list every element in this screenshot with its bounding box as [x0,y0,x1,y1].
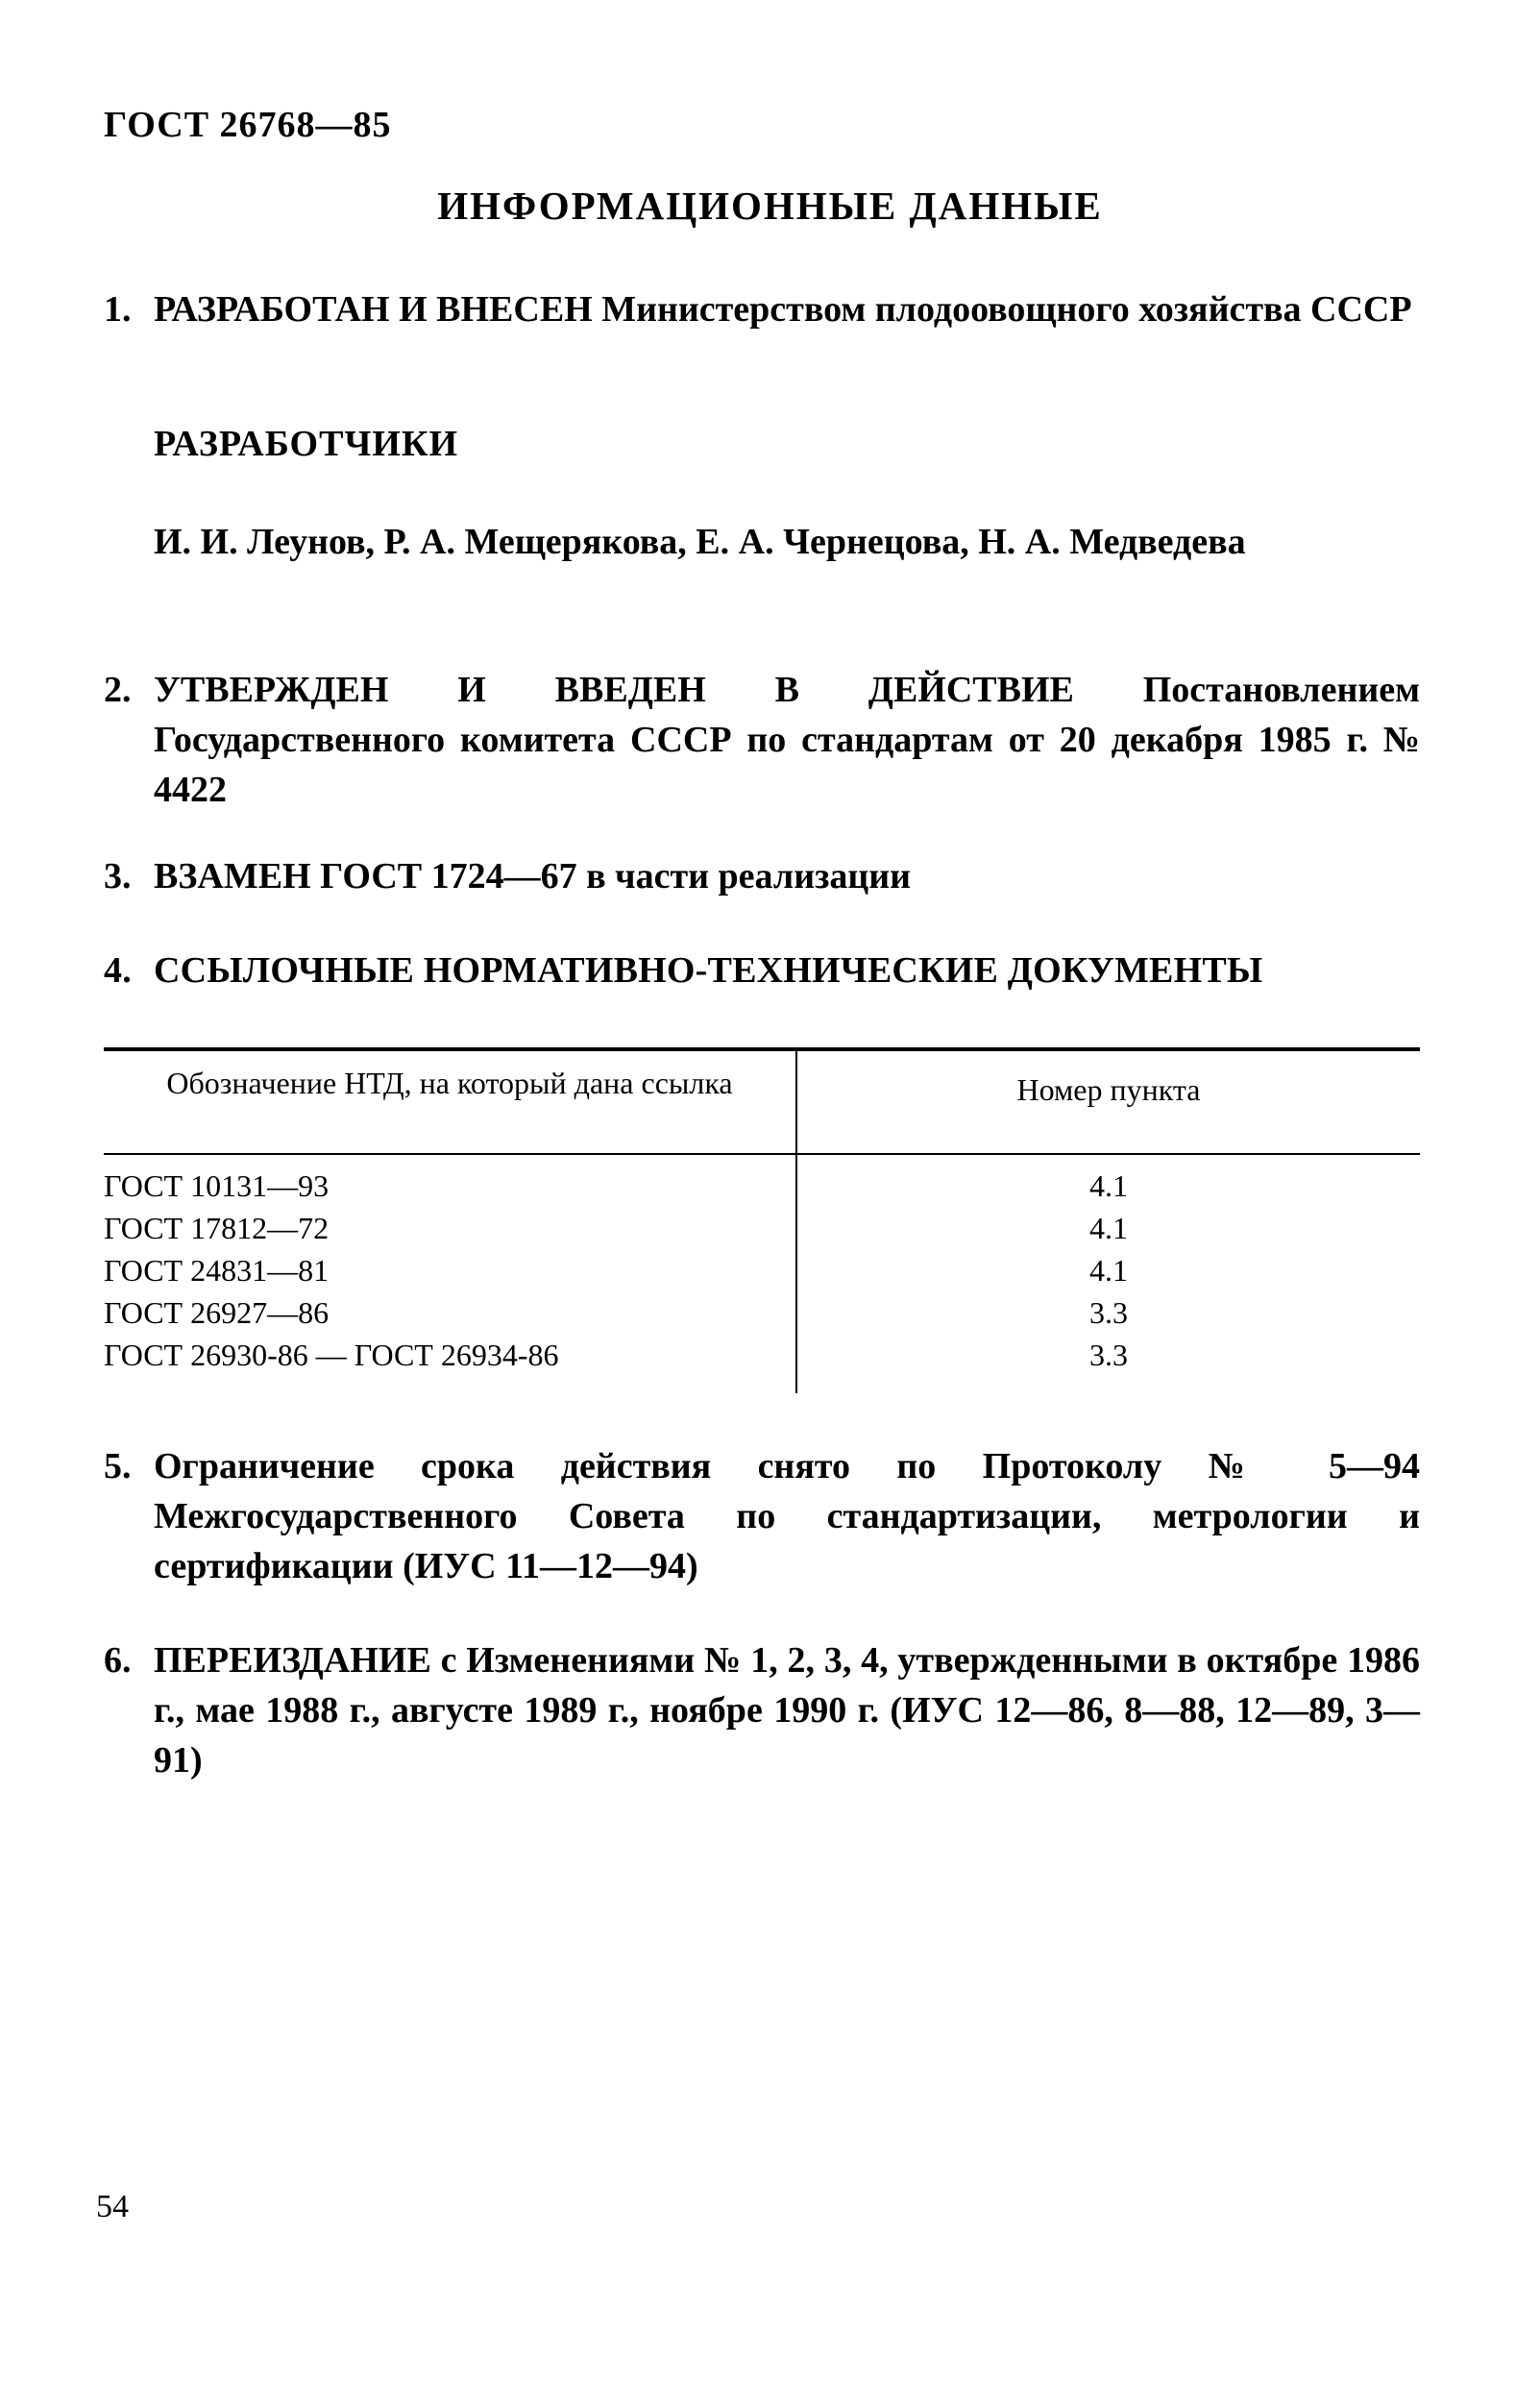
table-cell-doc: ГОСТ 26930-86 — ГОСТ 26934-86 [104,1338,559,1372]
item-number: 3. [104,856,132,896]
section-title: ИНФОРМАЦИОННЫЕ ДАННЫЕ [437,184,1103,228]
table-header-designation: Обозначение НТД, на который дана ссылка [166,1066,733,1100]
table-cell-doc: ГОСТ 24831—81 [104,1253,330,1288]
table-cell-doc: ГОСТ 17812—72 [104,1211,330,1245]
item-text: ВЗАМЕН ГОСТ 1724—67 в части реализации [154,856,912,896]
item-number: 4. [104,950,132,991]
table-body [104,1155,1420,1393]
item-number: 5. [104,1446,132,1486]
info-item-2 [104,665,1420,815]
info-item-1 [104,284,1420,334]
item-text: Ограничение срока действия снято по Протоколу № 5—94 Межгосударственного Совета по стандартизации, метрологии и сертификации (ИУС 11—12—94) [154,1446,1420,1586]
table-cell-clause: 4.1 [1089,1253,1128,1288]
page-number: 54 [96,2189,129,2224]
table-cell-clause: 3.3 [1089,1295,1128,1330]
item-text: ССЫЛОЧНЫЕ НОРМАТИВНО-ТЕХНИЧЕСКИЕ ДОКУМЕНТЫ [154,950,1263,991]
item-text: РАЗРАБОТАН И ВНЕСЕН Министерством плодоовощного хозяйства СССР [154,289,1412,330]
reference-documents-table [104,1047,1420,1393]
table-cell-clause: 4.1 [1089,1168,1128,1203]
table-cell-doc: ГОСТ 10131—93 [104,1168,330,1203]
item-text: ПЕРЕИЗДАНИЕ с Изменениями № 1, 2, 3, 4, утвержденными в октябре 1986 г., мае 1988 г., августе 1989 г., ноябре 1990 г. (ИУС 12—86, 8—88, 12—89, 3—91) [154,1640,1420,1780]
table-cell-clause: 4.1 [1089,1211,1128,1245]
table-header-clause: Номер пункта [795,1051,1420,1153]
table-cell-clause: 3.3 [1089,1338,1128,1372]
item-text: УТВЕРЖДЕН И ВВЕДЕН В ДЕЙСТВИЕ Постановлением Государственного комитета СССР по стандартам от 20 декабря 1985 г. № 4422 [154,670,1420,810]
info-item-5 [104,1441,1420,1591]
info-item-6 [104,1635,1420,1785]
item-number: 1. [104,289,132,330]
info-item-3 [104,851,1420,901]
table-column-designation [104,1155,795,1393]
developers-list: И. И. Леунов, Р. А. Мещерякова, Е. А. Чернецова, Н. А. Медведева [154,522,1246,562]
item-number: 2. [104,670,132,710]
document-code: ГОСТ 26768—85 [104,105,392,145]
table-header-row [104,1051,1420,1153]
info-item-4 [104,945,1420,995]
table-cell-doc: ГОСТ 26927—86 [104,1295,330,1330]
item-number: 6. [104,1640,132,1681]
developers-heading: РАЗРАБОТЧИКИ [154,424,459,464]
table-column-clause [795,1155,1420,1393]
